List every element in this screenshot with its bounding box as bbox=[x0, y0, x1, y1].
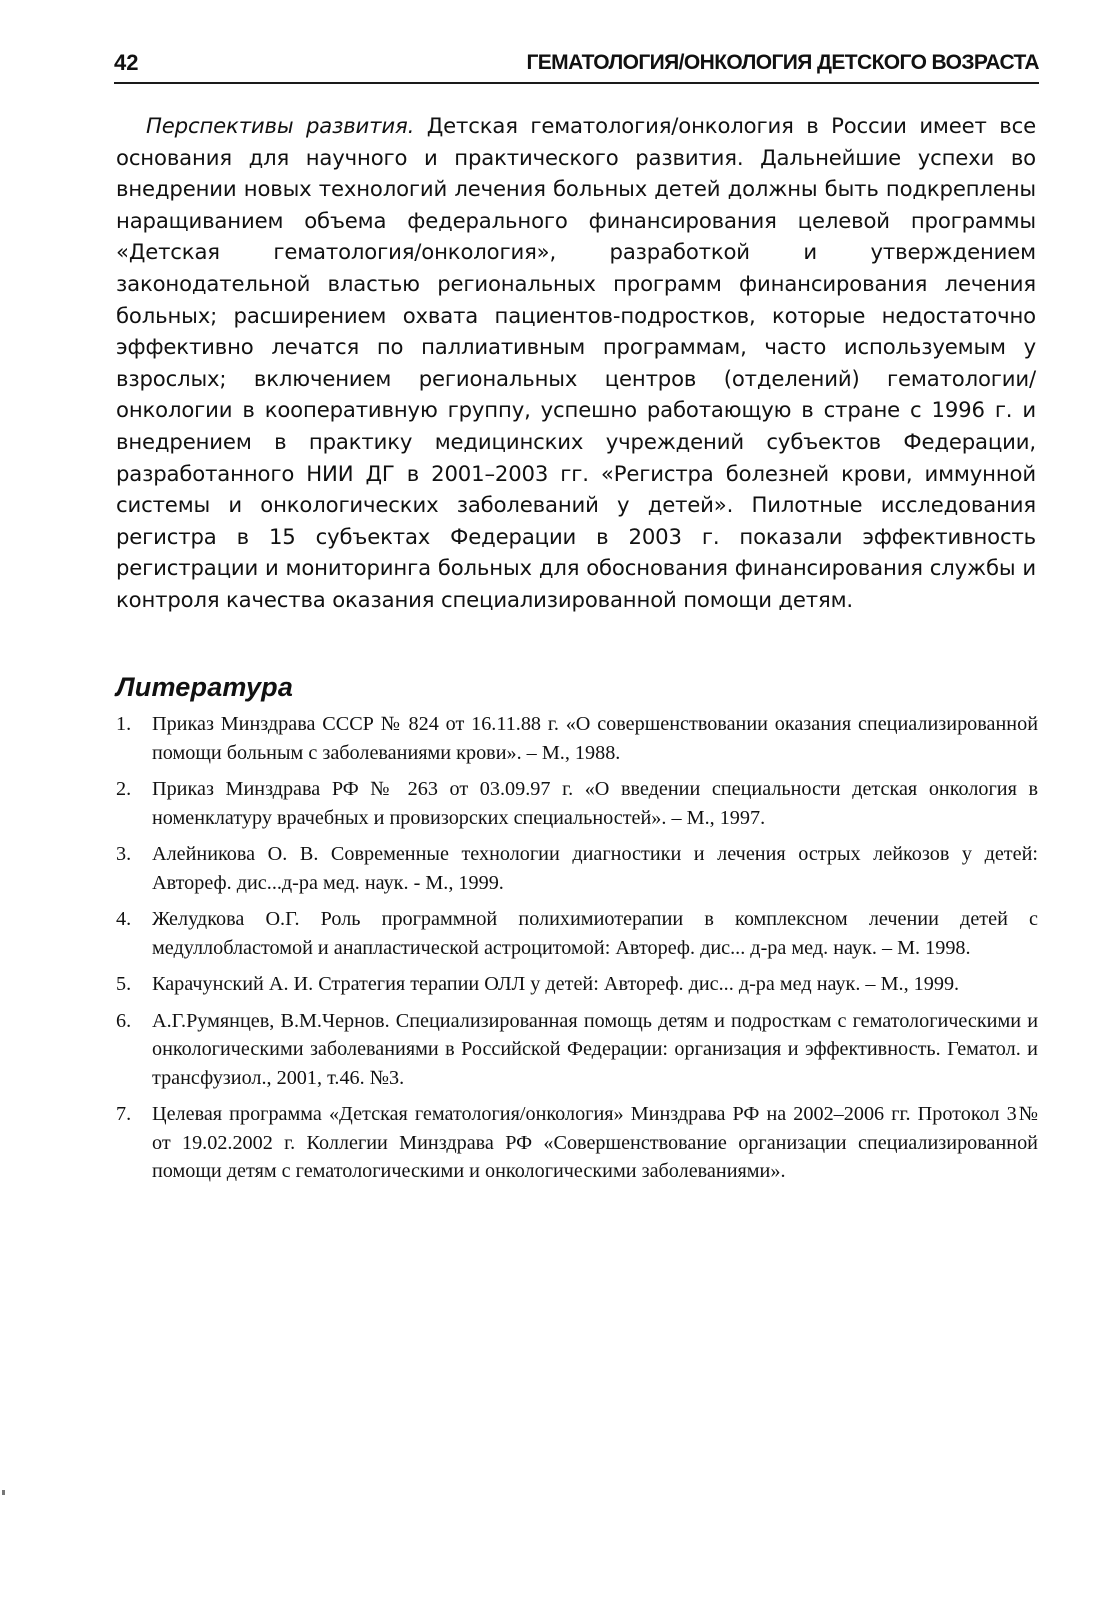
reference-item bbox=[116, 1100, 1038, 1186]
reference-number: 6. bbox=[116, 1009, 132, 1032]
reference-number: 5. bbox=[116, 973, 132, 995]
body-paragraph bbox=[116, 110, 1036, 616]
references-heading: Литература bbox=[116, 672, 294, 702]
reference-item bbox=[116, 1007, 1038, 1093]
reference-number: 4. bbox=[116, 908, 132, 930]
references-list bbox=[116, 710, 1038, 1194]
reference-text: Приказ Минздрава СССР № 824 от 16.11.88 г. «О совершенствовании оказания специализированной помощи больным с заболеваниями крови». – М., 1988. bbox=[152, 713, 1038, 764]
paragraph-text: Детская гематология/онкология в России имеет все основания для научного и практического развития. Дальнейшие успехи во внедрении новых технологий лечения больных детей должны быть подкреплены наращиванием объема федерального финансирования целевой программы «Детская гематология/онкология», разработкой и утверждением законодательной властью региональных программ финансирования лечения больных; расширением охвата пациентов-подростков, которые недостаточно эффективно лечатся по паллиативным программам, часто используемым у взрослых; включением региональных центров (отделений) гематологии/онкологии в кооперативную группу, успешно работающую в стране с 1996 г. и внедрением в практику медицинских учреждений субъектов Федерации, разработанного НИИ ДГ в 2001–2003 гг. «Регистра болезней крови, иммунной системы и онкологических заболеваний у детей». Пилотные исследования регистра в 15 субъектах Федерации в 2003 г. показали эффективность регистрации и мониторинга больных для обоснования финансирования службы и контроля качества оказания специализированной помощи детям. bbox=[116, 113, 1036, 612]
reference-text: Карачунский А. И. Стратегия терапии ОЛЛ у детей: Автореф. дис... д-ра мед наук. – М., 1999. bbox=[152, 973, 960, 995]
reference-text: Желудкова О.Г. Роль программной полихимиотерапии в комплексном лечении детей с медуллобластомой и анапластической астроцитомой: Автореф. дис... д-ра мед. наук. – М. 1998. bbox=[152, 908, 1038, 959]
reference-item bbox=[116, 905, 1038, 962]
reference-text: Алейникова О. В. Современные технологии диагностики и лечения острых лейкозов у детей: Автореф. дис...д-ра мед. наук. - М., 1999. bbox=[152, 843, 1038, 894]
reference-item bbox=[116, 840, 1038, 897]
reference-number: 1. bbox=[116, 713, 132, 735]
scan-edge-mark bbox=[2, 1490, 5, 1495]
reference-text: Целевая программа «Детская гематология/онкология» Минздрава РФ на 2002–2006 гг. Протокол 3№ от 19.02.2002 г. Коллегии Минздрава РФ «Совершенствование организации специализированной помощи детям с гематологическими и онкологическими заболеваниями». bbox=[152, 1103, 1038, 1182]
reference-text: А.Г.Румянцев, В.М.Чернов. Специализированная помощь детям и подросткам с гематологическими и онкологическими заболеваниями в Российской Федерации: организация и эффективность. Гематол. и трансфузиол., 2001, т.46. №3. bbox=[152, 1009, 1038, 1089]
reference-number: 3. bbox=[116, 843, 132, 865]
reference-number: 2. bbox=[116, 778, 132, 800]
page-number: 42 bbox=[114, 50, 139, 75]
running-header bbox=[114, 48, 1039, 84]
paragraph-lead: Перспективы развития. bbox=[146, 113, 415, 138]
reference-text: Приказ Минздрава РФ № 263 от 03.09.97 г. «О введении специальности детская онкология в номенклатуру врачебных и провизорских специальностей». – М., 1997. bbox=[152, 778, 1038, 829]
running-title: ГЕМАТОЛОГИЯ/ОНКОЛОГИЯ ДЕТСКОГО ВОЗРАСТА bbox=[526, 51, 1039, 74]
reference-item bbox=[116, 775, 1038, 832]
reference-item bbox=[116, 710, 1038, 767]
reference-number: 7. bbox=[116, 1103, 132, 1125]
reference-item bbox=[116, 970, 1038, 999]
